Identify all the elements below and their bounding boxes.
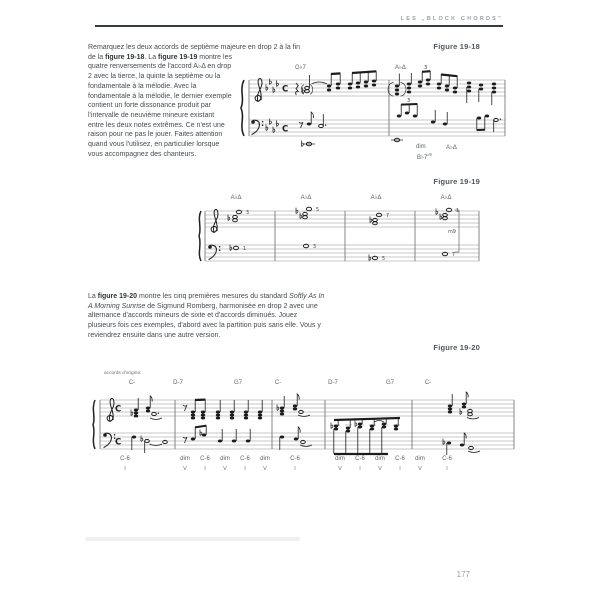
chord-label: C-6 [120,456,130,462]
chord-label: C- [424,380,432,386]
chord-label: dim [220,456,230,462]
treble-clef-icon [107,399,114,422]
bass-clef-icon [208,245,220,259]
chord-label: C- [128,380,136,386]
treble-clef-icon [255,79,262,102]
figure-19-19-notation [197,193,482,285]
chord-label: G♭7 [295,65,306,71]
time-signature: C [282,84,289,95]
chord-label: D-7 [328,380,338,386]
key-signature-flats [266,79,278,133]
degree-digit: 5 [382,257,386,262]
degree-digit: 1 [243,247,247,252]
chord-label: A♭Δ [370,195,382,201]
degree-digit: 7 [452,253,456,258]
figure-19-20 [90,368,518,480]
treble-clef-icon [211,210,218,233]
numeral-label: I [244,466,246,472]
grand-staff-brace [241,80,244,136]
inversion-2-notes [296,207,312,247]
figure-20-caption: Figure 19-20 [433,343,480,352]
grand-staff-brace [199,211,201,261]
figure-18-caption: Figure 19-18 [433,42,480,51]
degree-digit: 5 [316,208,320,213]
chord-label: C-6 [355,456,365,462]
degree-digit: 3 [313,245,317,250]
figure-19-19 [197,193,482,285]
notes-m1-treble [296,71,377,95]
numeral-label: V [263,466,267,472]
numeral-label: I [204,466,206,472]
chord-label: dim [416,144,426,150]
chord-label: A♭Δ [395,65,406,71]
chord-label: G7 [385,380,395,386]
header-rule [95,25,503,27]
chord-label: A♭Δ [446,145,457,151]
chord-label: C- [274,380,282,386]
time-signature: C [282,124,289,135]
paragraph-1: Remarquez les deux accords de septième majeure en drop 2 à la fin de la figure 19-18. La figure 19-19 montre les quatre renversements de l'accord A♭Δ en drop 2 avec la tierce, la quinte la septième ou la fondamentale à la mélodie. Avec la fondamentale à la mélodie, le dernier exemple contient un forte dissonance produit par l'intervalle de neuvième mineure existant entre les deux notes extrêmes. Ce n'est une raison pour ne pas le jouer. Faites attention quand vous l'utilisez, en particulier lorsque vous accompagnez des chanteurs. [88,44,301,158]
page-header-title: LES „BLOCK CHORDS” [400,16,503,22]
figure-19-18-notation [237,60,515,162]
paragraph-1-text: Remarquez les deux accords de septième majeure en drop 2 à la fin de la [88,44,301,61]
chord-label: $B♭7^{♭9}$ [417,152,432,161]
time-signature: C [115,437,122,448]
notes-m5 [443,392,480,455]
chord-label: D-7 [173,380,183,386]
chord-label: C-6 [395,456,405,462]
degree-digit: 1 [456,209,460,214]
bass-clef-icon [251,120,263,134]
degree-digit: 7 [386,214,390,219]
numeral-label: I [399,466,401,472]
song-title: Softly As In A Morning Sunrise [88,293,325,310]
triplet-number: 3 [407,97,411,104]
numeral-label: V [338,466,342,472]
page-number: 177 [456,570,470,579]
notes-m3 [277,394,312,450]
figure-19-18 [237,60,515,162]
chord-label: dim [415,456,425,462]
notes-m1-bass [299,112,326,147]
interval-label: m9 [447,229,456,235]
chord-label: G7 [233,380,243,386]
numeral-label: V [418,466,422,472]
figure-19-caption: Figure 19-19 [433,177,480,186]
numeral-label: I [124,466,126,472]
chord-label: C-6 [442,456,452,462]
numeral-label: I [359,466,361,472]
notes-m4 [331,418,400,454]
numeral-label: V [378,466,382,472]
numeral-label: V [183,466,187,472]
chord-label: C-6 [240,456,250,462]
grand-staff-brace [93,400,95,449]
figure-ref-19-20: figure 19-20 [97,293,138,300]
triplet-number: 3 [424,64,428,71]
numeral-label: I [294,466,296,472]
origin-chords-caption: accords d'origine: [104,371,142,376]
notes-m1 [131,396,167,453]
figure-ref-19-18: figure 19-18 [105,53,145,61]
figure-19-20-notation [90,368,518,480]
degree-digit: 3 [246,211,250,216]
paragraph-2: La figure 19-20 montre les cinq premières mesures du standard Softly As In A Morning Sunrise de Sigmund Romberg, harmonisée en drop 2 avec une alternance d'accords mineurs de sixte et d'accords diminués. Jouez plusieurs fois ces exemples, d'abord avec la partition puis sans elle. Vous y reviendrez ensuite dans une autre version. [88,293,325,339]
numeral-label: V [223,466,227,472]
inversion-1-notes [228,210,242,250]
chord-label: C-6 [290,456,300,462]
chord-label: A♭Δ [300,195,312,201]
inversion-3-notes [369,213,382,260]
notes-m2 [183,400,262,444]
chord-label: dim [260,456,270,462]
chord-label: C-6 [200,456,210,462]
chord-label: A♭Δ [440,195,452,201]
chord-label: A♭Δ [230,195,242,201]
scan-smudge [85,537,300,541]
figure-ref-19-19: figure 19-19 [158,53,198,61]
chord-label: dim [375,456,385,462]
bass-clef-icon [103,433,115,447]
numeral-label: I [446,466,448,472]
chord-label: dim [180,456,190,462]
chord-label: dim [335,456,345,462]
time-signature: C [115,404,122,415]
